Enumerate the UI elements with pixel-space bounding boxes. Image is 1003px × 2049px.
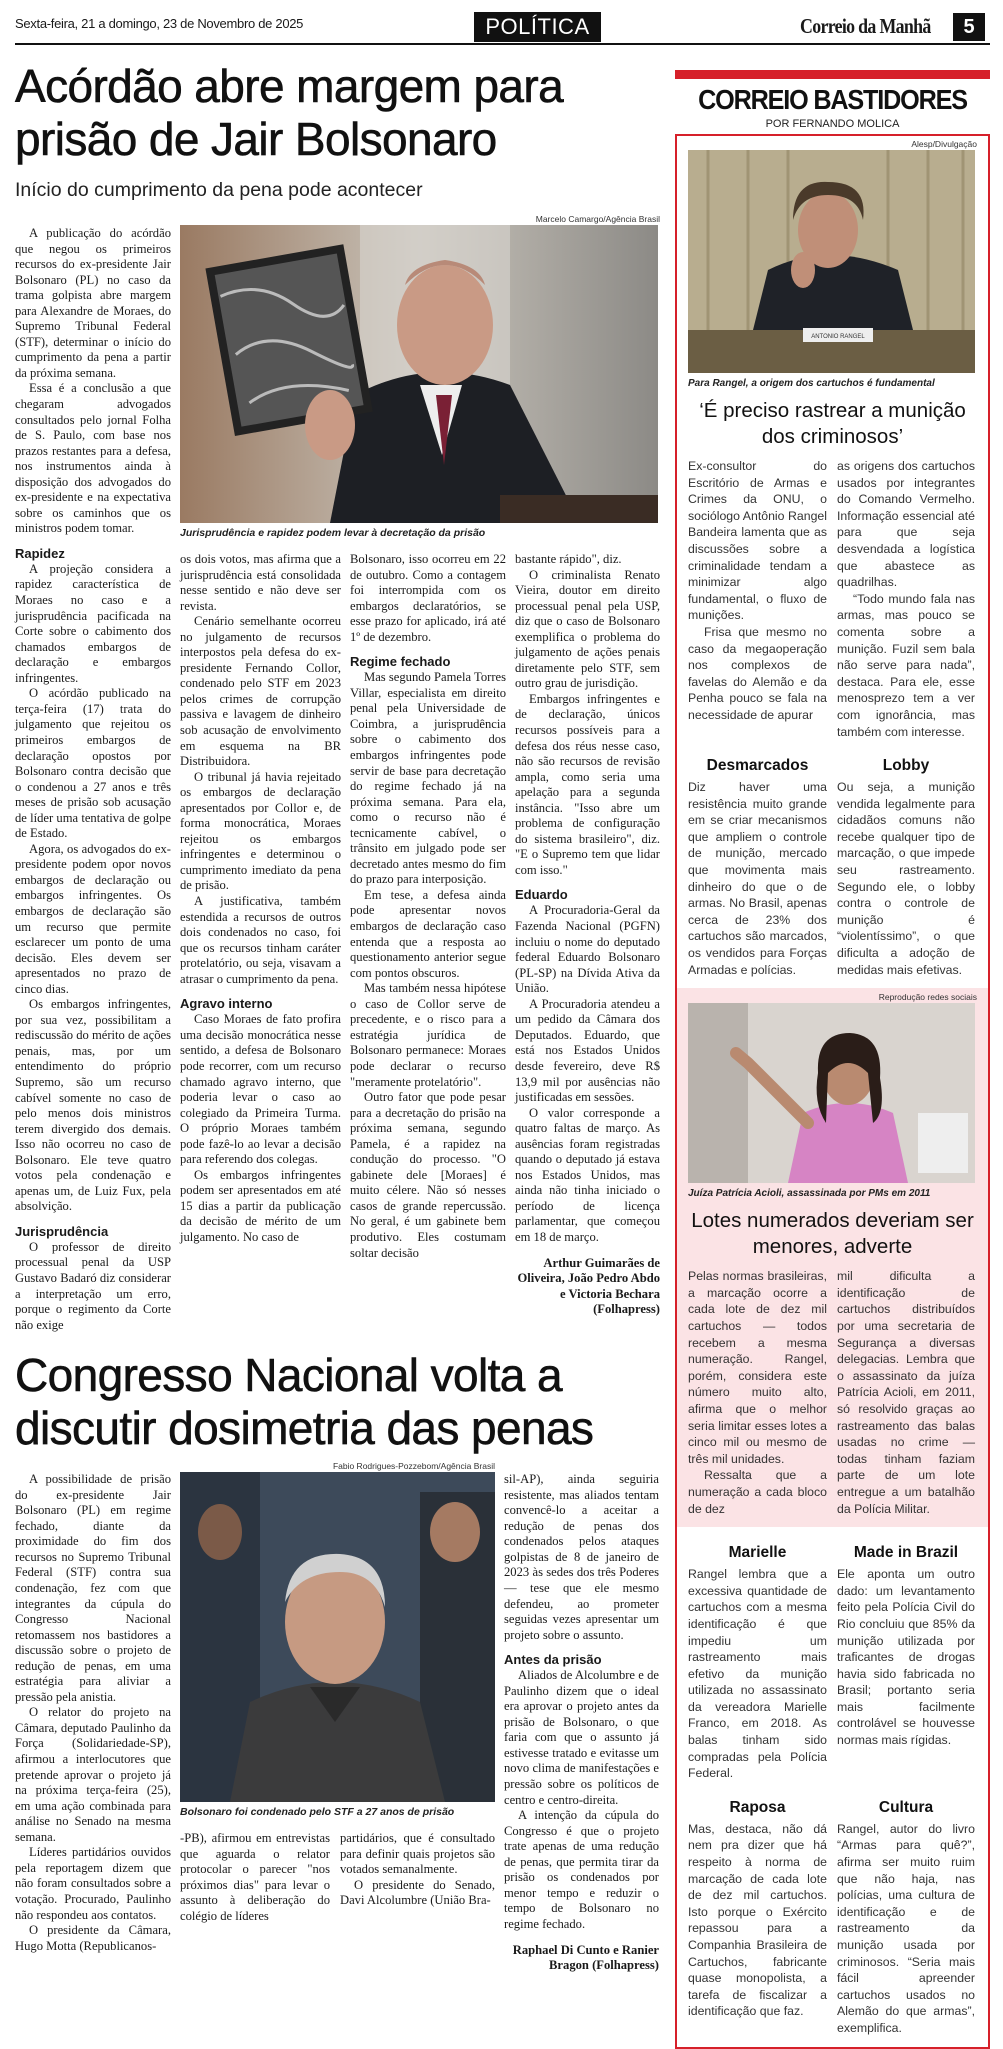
- paragraph: os dois votos, mas afirma que a jurisprudência está consolidada nesse sentido e não deve ser revista.: [180, 552, 341, 613]
- photo-credit: Fabio Rodrigues-Pozzebom/Agência Brasil: [332, 1461, 495, 1472]
- paragraph: Aliados de Alcolumbre e de Paulinho dizem que o ideal era aprovar o projeto antes da prisão de Bolsonaro, o que faria com que o assunto já estivesse tratado e evitasse um novo clima de manifestações e pressão sobre os políticos de centro e centro-direita.: [504, 1668, 659, 1807]
- sidebar-column: [837, 1268, 975, 1517]
- sidebar-section-2: [688, 1268, 977, 1517]
- paragraph: Líderes partidários ouvidos pela reportagem dizem que não foram consultados sobre a votação. Procurado, Paulinho não respondeu aos contatos.: [15, 1845, 171, 1922]
- article-2: [15, 1349, 660, 1973]
- paragraph: Rangel, autor do livro “Armas para quê?”, afirma ser muito ruim que não haja, nas polícias, uma cultura de identificação e de rastreamento da munição usada por criminosos. “Seria mais fácil apreender cartuchos usados no Alemão do que armas”, exemplifica.: [837, 1821, 975, 2035]
- article2-column-3: [340, 1831, 495, 1924]
- article1-photo: [180, 225, 658, 523]
- sidebar-section-desmarcados-lobby: [688, 748, 977, 978]
- acioli-photo: [688, 1003, 975, 1183]
- sidebar-column: [688, 458, 827, 740]
- paragraph: Essa é a conclusão a que chegaram advogados consultados pelo jornal Folha de S. Paulo, com base nos prazos restantes para a defesa, nos instrumentos ainda à disposição dos advogados do ex-presidente e na expectativa sobre os caminhos que os ministros podem tomar.: [15, 381, 171, 536]
- headline-line: Congresso Nacional volta a: [15, 1349, 562, 1402]
- paragraph: A projeção considera a rapidez característica de Moraes no caso e a jurisprudência pacificada na Corte sobre o cabimento dos chamados embargos de declaração e embargos infringentes.: [15, 561, 171, 685]
- photo-credit: Marcelo Camargo/Agência Brasil: [535, 214, 660, 224]
- paragraph: as origens dos cartuchos usados por integrantes do Comando Vermelho. Informação essencial até para que seja desvendada a logística que abastece as quadrilhas.: [837, 459, 975, 590]
- page-number: 5: [953, 13, 985, 41]
- sidebar-column: [688, 1566, 827, 1782]
- headline-line: Acórdão abre margem para: [15, 60, 564, 112]
- sidebar-highlight-section: [677, 988, 988, 1527]
- paragraph: O professor de direito processual penal da USP Gustavo Badaró diz considerar a interpretação um erro, porque o regimento da Corte não exige: [15, 1239, 171, 1332]
- paragraph: O tribunal já havia rejeitado os embargos de declaração apresentados por Collor e, de forma monocrática, Moraes rejeitou os embargos infringentes e determinou o cumprimento imediato da pena de prisão.: [180, 769, 341, 893]
- sidebar-title: CORREIO BASTIDORES: [698, 84, 967, 115]
- subhead-lobby: Lobby: [882, 757, 930, 775]
- paragraph: O relator do projeto na Câmara, deputado Paulinho da Força (Solidariedade-SP), afirmou a interlocutores que pretende aprovar o projeto já na próxima terça-feira (25), em uma ação combinada para análise no Senado na mesma semana.: [15, 1705, 171, 1844]
- article2-middle-area: [180, 1461, 495, 1973]
- paragraph: Embargos infringentes e de declaração, únicos recursos possíveis para a defesa dos réus nesse caso, não são recursos de revisão ampla, como seria uma apelação para a segunda instância. "Isso abre um problema de configuração do sistema brasileiro", diz. "E o Supremo tem que lidar com isso.": [515, 691, 660, 877]
- sidebar-byline: POR FERNANDO MOLICA: [765, 118, 900, 130]
- paragraph: A Procuradoria atendeu a um pedido da Câmara dos Deputados. Eduardo, que está nos Estados Unidos desde fevereiro, deve R$ 13,9 mil por ausências não justificadas em sessões.: [515, 996, 660, 1105]
- paragraph: Mas segundo Pamela Torres Villar, especialista em direito penal pela Universidade de Coimbra, a jurisprudência sobre o cabimento dos embargos infringentes pode servir de base para decretação do regime fechado já na próxima semana. Para ela, como o recurso não é tecnicamente cabível, o trânsito em julgado pode ser decretado antes mesmo do fim do prazo para interposição.: [350, 670, 506, 887]
- photo-caption: Para Rangel, a origem dos cartuchos é fundamental: [688, 378, 935, 389]
- edition-date: Sexta-feira, 21 a domingo, 23 de Novembro de 2025: [15, 16, 304, 31]
- subheading: Antes da prisão: [504, 1652, 602, 1668]
- sidebar-section-1: [688, 458, 977, 740]
- article1-column-3: [350, 552, 506, 1318]
- headline-line: prisão de Jair Bolsonaro: [15, 113, 497, 165]
- paragraph: O valor corresponde a quatro faltas de março. As ausências foram registradas quando o deputado já estava nos Estados Unidos, mas ainda não tinha iniciado o período de licença parlamentar, que começou em 18 de março.: [515, 1105, 660, 1244]
- sidebar-headline-1: ‘É preciso rastrear a munição dos criminosos’: [699, 399, 966, 448]
- paragraph: -PB), afirmou em entrevistas que aguarda o relator protocolar o parecer "nos próximos dias" para levar o assunto à deliberação do colégio de líderes: [180, 1831, 330, 1923]
- moraes-photo-illustration: [180, 225, 658, 523]
- subhead-made-in-brazil: Made in Brazil: [853, 1544, 959, 1562]
- paragraph: A publicação do acórdão que negou os primeiros recursos do ex-presidente Jair Bolsonaro (PL) no caso da trama golpista abre margem para Alexandre de Moraes, do Supremo Tribunal Federal (STF), determinar o início do cumprimento da pena a partir da próxima semana.: [15, 226, 171, 380]
- article1-subtitle: Início do cumprimento da pena pode acontecer: [15, 179, 423, 201]
- byline: Raphael Di Cunto e Ranier Bragon (Folhapress): [512, 1942, 659, 1973]
- paragraph: Os embargos infringentes podem ser apresentados em até 15 dias a partir da publicação da decisão de mérito de um julgamento. No caso de: [180, 1167, 341, 1244]
- article-1: [15, 60, 660, 1333]
- paragraph: Frisa que mesmo no caso da megaoperação nos complexos de favelas do Alemão e da Penha pouco se fala na necessidade de apurar: [688, 624, 827, 722]
- article1-column-4: [515, 552, 660, 1318]
- sidebar-headline-2: Lotes numerados deveriam ser menores, adverte: [691, 1209, 974, 1259]
- paragraph: Outro fator que pode pesar para a decretação do prisão na próxima semana, segundo Pamela, é a rapidez na condução do processo. "O gabinete dele [Moraes] é muito célere. Não só nesses casos de grande repercussão. No geral, é um gabinete bem produtivo. Eles costumam soltar decisão: [350, 1090, 506, 1260]
- subhead-cultura: Cultura: [878, 1798, 934, 1816]
- paragraph: Mas, destaca, não dá nem pra dizer que há respeito à norma de marcação de cada lote de dez mil cartuchos. Isto porque o Exército repassou para a Companhia Brasileira de Cartuchos, fabricante quase monopolista, a tarefa de fiscalizar a identificação que faz.: [688, 1821, 827, 2019]
- byline: Arthur Guimarães de Oliveira, João Pedro Abdo e Victoria Bechara (Folhapress): [517, 1255, 660, 1317]
- sidebar-frame: [675, 134, 990, 2049]
- desmarcados-block: [688, 748, 827, 978]
- subheading: Eduardo: [515, 887, 568, 903]
- photo-credit: Alesp/Divulgação: [911, 139, 977, 149]
- paragraph: O presidente do Senado, Davi Alcolumbre (União Bra-: [340, 1877, 495, 1908]
- article1-headline: [15, 60, 660, 166]
- sidebar-accent-bar: [675, 70, 990, 79]
- main-content: [15, 60, 660, 1974]
- photo-credit: Reprodução redes sociais: [878, 992, 977, 1003]
- masthead-logo: Correio da Manhã: [800, 14, 931, 38]
- article2-column-4: [504, 1472, 659, 1973]
- paragraph: “Todo mundo fala nas armas, mas pouco se comenta sobre a munição. Fuzil sem bala não serve para nada”, destaca. Para ele, esse menosprezo tem a ver com ignorância, mas também com interesse.: [837, 591, 975, 739]
- article2-column-2: [180, 1831, 330, 1924]
- subhead-raposa: Raposa: [729, 1798, 786, 1816]
- raposa-block: [688, 1790, 827, 2037]
- photo-caption: Bolsonaro foi condenado pelo STF a 27 anos de prisão: [180, 1806, 455, 1819]
- article1-lower-columns: [180, 552, 660, 1318]
- paragraph: O acórdão publicado na terça-feira (17) trata do julgamento que rejeitou os primeiros embargos de declaração opostos por Bolsonaro contra decisão que o condenou a 27 anos e três meses de prisão sob acusação de líder uma tentativa de golpe de Estado.: [15, 686, 171, 841]
- made-in-brazil-block: [837, 1535, 975, 1782]
- article2-headline: [15, 1349, 660, 1455]
- paragraph: A justificativa, também estendida a recursos de outros dois condenados no caso, foi que os recursos tinham caráter protelatório, ou seja, visavam a atrasar o cumprimento da pena.: [180, 894, 341, 986]
- rangel-photo-illustration: [688, 150, 975, 373]
- paragraph: Os embargos infringentes, por sua vez, possibilitam a rediscussão do mérito de ações penais, mas, por um entendimento do próprio Supremo, são um recurso cabível somente no caso de pelo menos dois ministros terem divergido dos demais. Isso não ocorreu no caso de Bolsonaro. Ele teve quatro votos pela condenação e apenas um, de Luiz Fux, pela absolvição.: [15, 997, 171, 1214]
- sidebar-column: [688, 1821, 827, 2020]
- sidebar-section-raposa-cultura: [688, 1790, 977, 2037]
- paragraph: Ex-consultor do Escritório de Armas e Crimes da ONU, o sociólogo Antônio Rangel Bandeira lamenta que as discussões sobre a criminalidade tendam a minimizar algo fundamental, o fluxo de munições.: [688, 459, 827, 623]
- paragraph: A possibilidade de prisão do ex-presidente Jair Bolsonaro (PL) em regime fechado, diante da proximidade do fim dos recursos no Supremo Tribunal Federal (STF) contra sua condenação, fez com que integrantes da cúpula do Congresso Nacional retomassem nos bastidores a discussão sobre o projeto de redução de penas, em uma estratégia para aliviar a pressão pela anistia.: [15, 1472, 171, 1704]
- paragraph: mil dificulta a identificação de cartuchos distribuídos por uma secretaria de Segurança a diversas delegacias. Lembra que o assassinato da juíza Patrícia Acioli, em 2011, só resolvido graças ao rastreamento das balas usadas no crime — todas tinham faziam parte de um lote entregue a um batalhão da Polícia Militar.: [837, 1269, 975, 1516]
- acioli-photo-illustration: [688, 1003, 975, 1183]
- paragraph: sil-AP), ainda seguiria resistente, mas aliados tentam convencê-lo a aceitar a redução de penas dos condenados pelos ataques golpistas de 8 de janeiro de 2023 às sedes dos três Poderes — tese que ele mesmo defendeu, ao prometer seguidas vezes apresentar um projeto sobre o assunto.: [504, 1472, 659, 1642]
- photo-caption: Jurisprudência e rapidez podem levar à decretação da prisão: [180, 527, 486, 539]
- subheading: Jurisprudência: [15, 1223, 109, 1239]
- article1-column-2: [180, 552, 341, 1318]
- paragraph: A intenção da cúpula do Congresso é que o projeto trate apenas de uma redução de penas, que permita tirar da prisão os condenados por menor tempo e reduzir o tempo de Bolsonaro no regime fechado.: [504, 1808, 659, 1931]
- sidebar-column: [837, 1566, 975, 1749]
- article1-right-area: [180, 214, 660, 1333]
- paragraph: Agora, os advogados do ex-presidente podem opor novos embargos de declaração ou embargos infringentes. Os embargos de declaração são um recurso que permite esclarecer um ponto de uma decisão. Eles devem ser apresentados no prazo de cinco dias.: [15, 841, 171, 996]
- marielle-block: [688, 1535, 827, 1782]
- paragraph: Ressalta que a numeração a cada bloco de dez: [688, 1468, 827, 1516]
- subheading: Agravo interno: [180, 996, 273, 1012]
- paragraph: Diz haver uma resistência muito grande em se criar mecanismos que ampliem o controle de munição, mercado que movimenta mais dinheiro do que o de armas. No Brasil, apenas cerca de 23% dos cartuchos são marcados, os vendidos para Forças Armadas e polícias.: [688, 780, 827, 977]
- paragraph: partidários, que é consultado para definir quais projetos são votados semanalmente.: [340, 1831, 495, 1877]
- photo-caption: Juíza Patrícia Acioli, assassinada por PMs em 2011: [688, 1188, 931, 1200]
- paragraph: bastante rápido", diz.: [515, 552, 622, 566]
- rangel-photo: [688, 150, 975, 373]
- sidebar-section-marielle-made: [688, 1535, 977, 1782]
- paragraph: Em tese, a defesa ainda pode apresentar novos embargos de declaração caso entenda que a resposta ao questionamento anterior segue com pontos obscuros.: [350, 887, 506, 980]
- headline-line: discutir dosimetria das penas: [15, 1402, 594, 1455]
- bolsonaro-photo-illustration: [180, 1472, 495, 1802]
- header-divider: [15, 43, 990, 45]
- article2-lower-columns: [180, 1831, 495, 1924]
- paragraph: Cenário semelhante ocorreu no julgamento de recursos interpostos pela defesa do ex-presidente Fernando Collor, condenado pelo STF em 2023 pelos crimes de corrupção passiva e lavagem de dinheiro sob acusação de envolvimento em esquema na BR Distribuidora.: [180, 614, 341, 769]
- paragraph: Caso Moraes de fato profira uma decisão monocrática nesse sentido, a defesa de Bolsonaro pode recorrer, com um recurso chamado agravo interno, que poderia levar o caso ao colegiado da Primeira Turma. O próprio Moraes também pode fazê-lo ao levar a decisão para referendo dos colegas.: [180, 1012, 341, 1167]
- paragraph: O presidente da Câmara, Hugo Motta (Republicanos-: [15, 1923, 171, 1953]
- article2-photo: [180, 1472, 495, 1802]
- paragraph: Pelas normas brasileiras, a marcação ocorre a cada lote de dez mil cartuchos — todos recebem a mesma numeração. Rangel, porém, considera este número muito alto, afirma que o melhor seria limitar esses lotes a cinco mil ou mesmo de três mil unidades.: [688, 1269, 827, 1466]
- sidebar-column: [837, 779, 975, 978]
- lobby-block: [837, 748, 975, 978]
- subhead-marielle: Marielle: [728, 1544, 787, 1562]
- paragraph: Ele aponta um outro dado: um levantamento feito pela Polícia Civil do Rio concluiu que 85% da munição utilizada por traficantes de drogas havia sido fabricada no Brasil; portanto seria mais facilmente controlável se houvesse normas mais rígidas.: [837, 1567, 975, 1748]
- section-label: POLÍTICA: [474, 12, 601, 42]
- subheading: Rapidez: [15, 545, 65, 561]
- paragraph: Rangel lembra que a excessiva quantidade de cartuchos com a mesma identificação é que impediu um rastreamento mais efetivo da munição utilizada no assassinato da vereadora Marielle Franco, em 2018. As balas tinham sido compradas pela Polícia Federal.: [688, 1567, 827, 1781]
- subheading: Regime fechado: [350, 654, 451, 670]
- paragraph: A Procuradoria-Geral da Fazenda Nacional (PGFN) incluiu o nome do deputado federal Eduardo Bolsonaro (PL-SP) na Dívida Ativa da União.: [515, 903, 660, 996]
- sidebar-column: [688, 1268, 827, 1517]
- nameplate-text: ANTONIO RANGEL: [811, 334, 865, 340]
- article1-body: [15, 214, 660, 1333]
- sidebar-column: [837, 458, 975, 740]
- subhead-desmarcados: Desmarcados: [706, 757, 809, 775]
- sidebar-column: [688, 779, 827, 978]
- paragraph: Ou seja, a munição vendida legalmente para cidadãos comuns não recebe qualquer tipo de marcação, o que impede seu rastreamento. Segundo ele, o lobby contra o controle de munição é “violentíssimo”, o que dificulta a adoção de medidas mais efetivas.: [837, 780, 975, 977]
- paragraph: O criminalista Renato Vieira, doutor em direito processual penal pela USP, diz que o caso de Bolsonaro exemplifica o problema do julgamento de ações penais diretamente pelo STF, sem outro grau de jurisdição.: [515, 567, 660, 691]
- paragraph: Mas também nessa hipótese o caso de Collor serve de precedente, e o risco para a estratégia jurídica de Bolsonaro permanece: Moraes pode declarar o recurso "meramente protelatório".: [350, 981, 506, 1089]
- article2-body: [15, 1461, 660, 1973]
- sidebar-column: [837, 1821, 975, 2037]
- paragraph: Bolsonaro, isso ocorreu em 22 de outubro. Como a contagem foi interrompida com os embargos declaratórios, se esse prazo for aplicado, irá até 1º de dezembro.: [350, 552, 506, 644]
- article1-column-1: [15, 226, 171, 1333]
- cultura-block: [837, 1790, 975, 2037]
- article2-column-1: [15, 1472, 171, 1973]
